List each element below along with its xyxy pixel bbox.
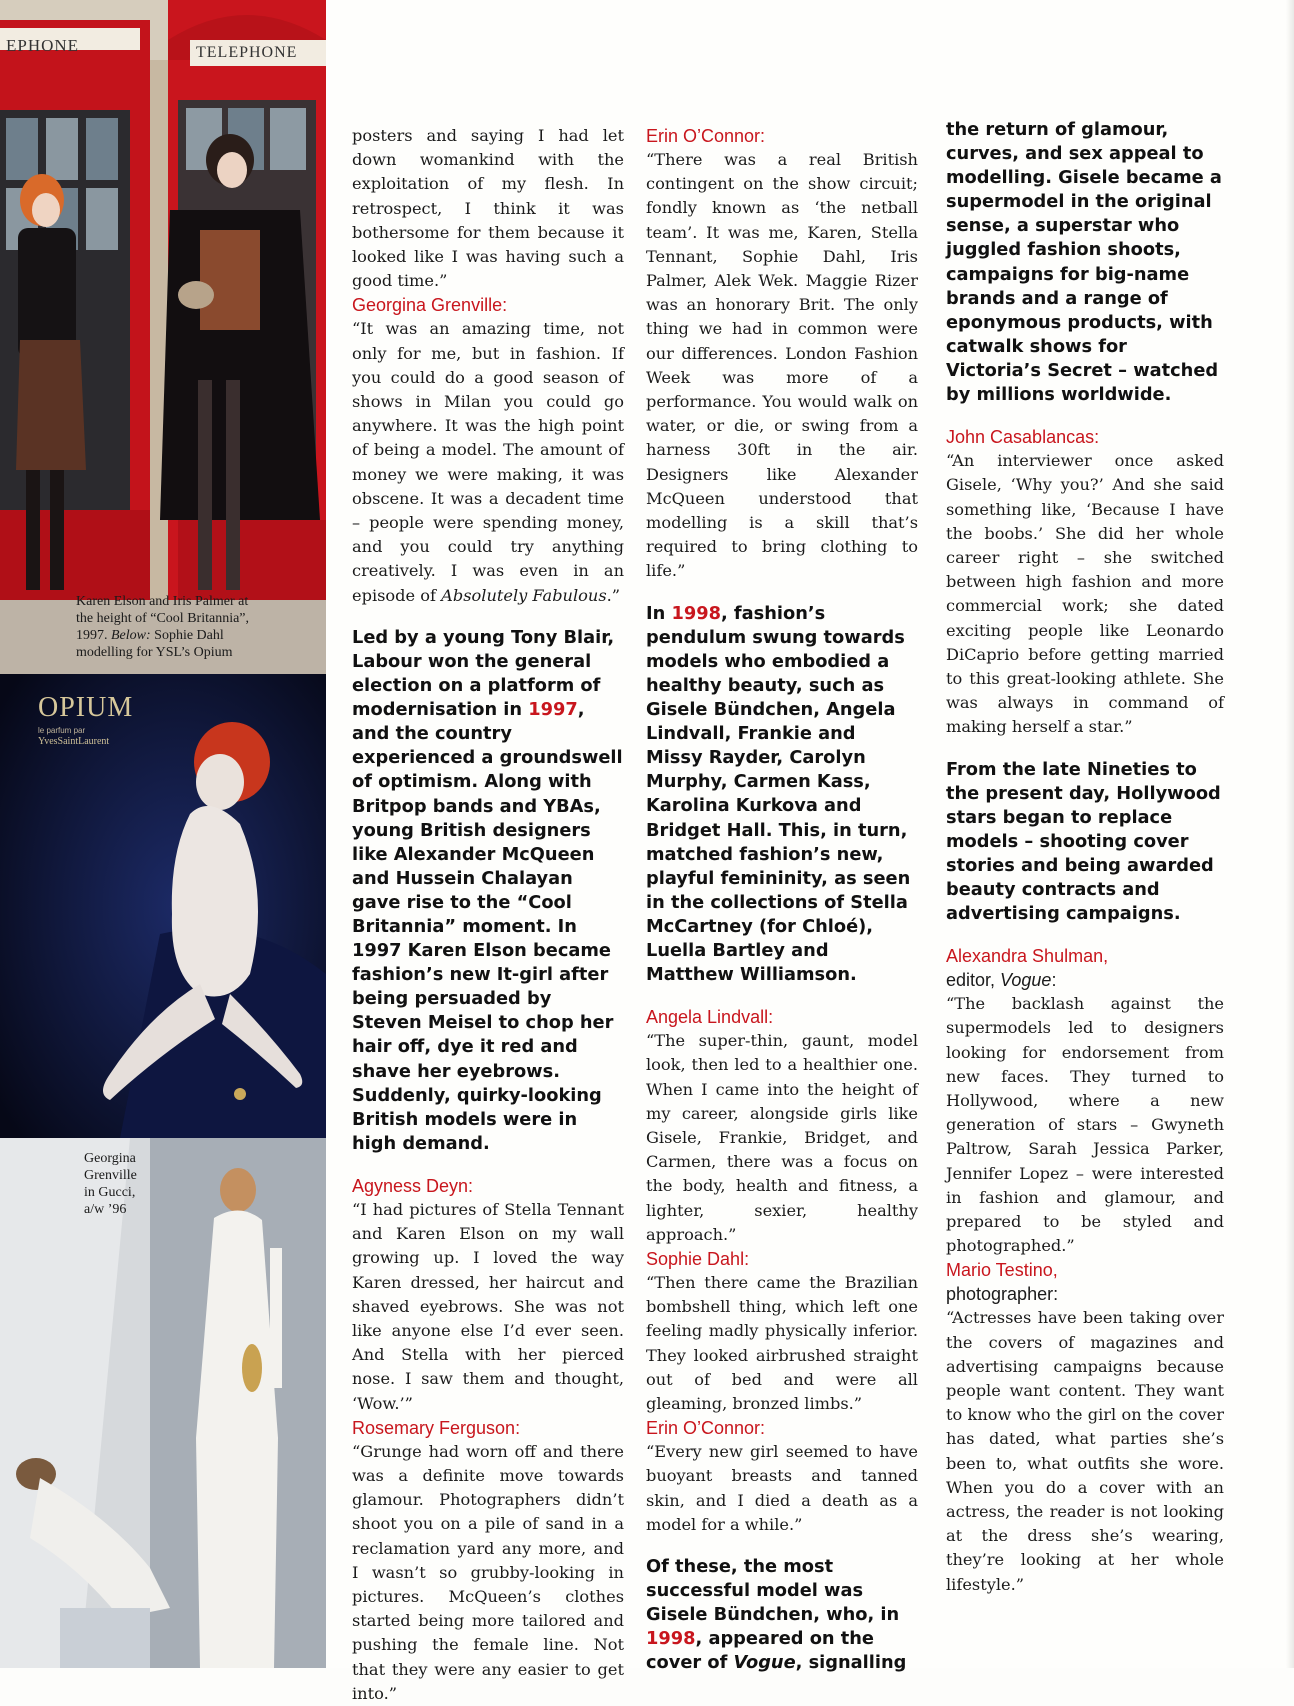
quote-erin-oconnor-1: “There was a real British contingent on the show circuit; fondly known as ‘the netball team’. It was me, Karen, Stella Tennant, Sophie Dahl, Iris Palmer, Alek Wek. Maggie Rizer was an honorary Brit. The only thing we had in common were our differences. London Fashion Week was more of a performance. You would walk on water, or die, or swing from a harness 30ft in the air. Designers like Alexander McQueen understood that modelling is a skill that’s required to bring clothing to life.” — [646, 150, 918, 581]
role-editor-vogue: editor, Vogue: — [946, 970, 1057, 991]
photo-opium-ad — [0, 674, 326, 1138]
speaker-erin-oconnor-2: Erin O’Connor: — [646, 1418, 766, 1439]
standfirst-hollywood: From the late Nineties to the present day, Hollywood stars began to replace models – shooting cover stories and being awarded beauty contracts and advertising campaigns. — [946, 758, 1221, 925]
speaker-mario-testino: Mario Testino, — [946, 1260, 1058, 1281]
standfirst-gisele: Of these, the most successful model was Gisele Bündchen, who, in 1998, appeared on the cover of Vogue, signalling — [646, 1556, 907, 1674]
speaker-alexandra-shulman: Alexandra Shulman, — [946, 946, 1109, 967]
quote-john-casablancas: “An interviewer once asked Gisele, ‘Why you?’ And she said something like, ‘Because I have the boobs.’ She did her whole career right – she switched between high fashion and more commercial work; she dated exciting people like Leonardo DiCaprio before getting married to this great-looking athlete. She was always in command of making herself a star.” — [946, 451, 1224, 737]
quote-sophie-dahl: “Then there came the Brazilian bombshell thing, which left one feeling madly physically inferior. They looked airbrushed straight out of bed and were all gleaming, bronzed limbs.” — [646, 1272, 918, 1413]
speaker-sophie-dahl: Sophie Dahl: — [646, 1248, 750, 1269]
quote-continuation: posters and saying I had let down womankind with the exploitation of my flesh. In retrospect, I think it was bothersome for them because it looked like I was having such a good time.” — [352, 126, 624, 291]
role-photographer: photographer: — [946, 1284, 1059, 1305]
opium-sub: le parfum par — [38, 726, 86, 735]
caption-photo1: Karen Elson and Iris Palmer at the height of “Cool Britannia”, 1997. Below: Sophie Dahl modelling for YSL’s Opium — [76, 594, 250, 660]
quote-alexandra-shulman: “The backlash against the supermodels led to designers looking for endorsement from new faces. They turned to Hollywood, where a new generation of stars – Gwyneth Paltrow, Sarah Jessica Parker, Jennifer Lopez – were interested in fashion and glamour, and prepared to be styled and photographed.” — [946, 994, 1224, 1256]
speaker-erin-oconnor: Erin O’Connor: — [646, 126, 766, 146]
quote-erin-oconnor-2: “Every new girl seemed to have buoyant breasts and tanned skin, and I died a death as a model for a while.” — [646, 1442, 918, 1534]
page-edge-shadow — [1286, 0, 1294, 1668]
quote-rosemary-ferguson: “Grunge had worn off and there was a definite move towards glamour. Photographers didn’t shoot you on a pile of sand in a reclamation yard any more, and I wasn’t so grubby-looking in pictures. McQueen’s clothes started being more tailored and pushing the female line. Not that they were any easier to get into.” — [352, 1441, 624, 1703]
opium-logo: OPIUM — [38, 692, 134, 723]
column-1 — [352, 124, 624, 1706]
quote-angela-lindvall: “The super-thin, gaunt, model look, then led to a healthier one. When I came into the height of my career, alongside girls like Gisele, Frankie, Bridget, and Carmen, there was a focus on the body, health and fitness, a lighter, sexier, healthy approach.” — [646, 1031, 918, 1244]
quote-agyness-deyn: “I had pictures of Stella Tennant and Karen Elson on my wall growing up. I loved the way Karen dressed, her haircut and shaved eyebrows. She was not like anyone else I’d ever seen. And Stella with her pierced nose. I saw them and thought, ‘Wow.’” — [352, 1199, 624, 1413]
standfirst-glamour-return: the return of glamour, curves, and sex appeal to modelling. Gisele became a supermodel in the original sense, a superstar who juggled fashion shoots, campaigns for big-name brands and a range of eponymous products, with catwalk shows for Victoria’s Secret – watched by millions worldwide. — [946, 119, 1222, 406]
speaker-agyness-deyn: Agyness Deyn: — [352, 1175, 474, 1196]
phone-sign-right: TELEPHONE — [196, 44, 298, 61]
speaker-georgina-grenville: Georgina Grenville: — [352, 295, 508, 316]
speaker-rosemary-ferguson: Rosemary Ferguson: — [352, 1417, 521, 1438]
quote-mario-testino: “Actresses have been taking over the covers of magazines and advertising campaigns because people want content. They want to know who the girl on the cover has dated, what parties she’s been to, what outfits she wore. When you do a cover with an actress, the reader is not looking at the dress she’s wearing, they’re looking at her whole lifestyle.” — [946, 1308, 1224, 1594]
quote-georgina-grenville: “It was an amazing time, not only for me, but in fashion. If you could do a good season of shows in Milan you could go anywhere. It was the high point of being a model. The amount of money we were making, it was obscene. It was a decadent time – people were spending money, and you could try anything creatively. I was even in an episode of Absolutely Fabulous.” — [352, 319, 624, 605]
column-2 — [646, 124, 918, 1675]
col1-text — [352, 124, 624, 608]
photo-phone-boxes — [0, 0, 326, 674]
photo-gucci — [0, 1138, 326, 1668]
standfirst-1998: In 1998, fashion’s pendulum swung towards models who embodied a healthy beauty, such as Gisele Bündchen, Angela Lindvall, Frankie and Missy Rayder, Carolyn Murphy, Carmen Kass, Karolina Kurkova and Bridget Hall. This, in turn, matched fashion’s new, playful femininity, as seen in the collections of Stella McCartney (for Chloé), Luella Bartley and Matthew Williamson. — [646, 602, 911, 986]
phone-sign-left: EPHONE — [6, 36, 80, 55]
caption-photo3: Georgina Grenville in Gucci, a/w ’96 — [84, 1151, 137, 1217]
speaker-john-casablancas: John Casablancas: — [946, 427, 1100, 448]
standfirst-1997: Led by a young Tony Blair, Labour won the general election on a platform of modernisation in 1997, and the country experienced a groundswell of optimism. Along with Britpop bands and YBAs, young British designers like Alexander McQueen and Hussein Chalayan gave rise to the “Cool Britannia” moment. In 1997 Karen Elson became fashion’s new It-girl after being persuaded by Steven Meisel to chop her hair off, dye it red and shave her eyebrows. Suddenly, quirky-looking British models were in high demand. — [352, 626, 623, 1154]
column-3 — [946, 118, 1224, 1597]
photo-strip — [0, 0, 326, 1668]
speaker-angela-lindvall: Angela Lindvall: — [646, 1007, 774, 1028]
ysl-logo: YvesSaintLaurent — [38, 736, 110, 747]
